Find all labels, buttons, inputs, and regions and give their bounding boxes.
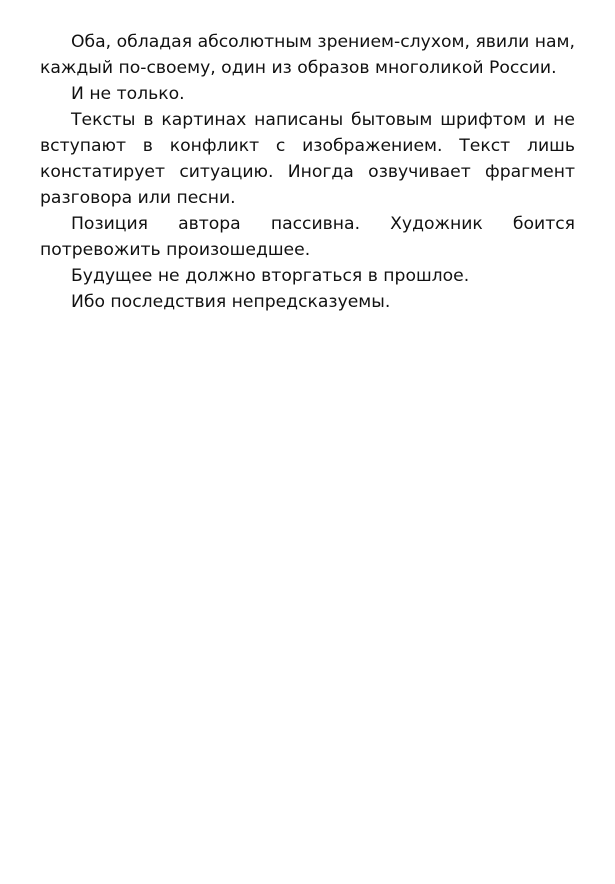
paragraph: И не только.: [71, 84, 185, 104]
paragraph: Будущее не должно вторгаться в прошлое.: [71, 266, 470, 286]
paragraph: Оба, обладая абсолютным зрением-слухом, явили нам, каждый по-своему, один из образов многоликой России.: [40, 32, 575, 78]
document-text: [40, 29, 575, 315]
paragraph: Позиция автора пассивна. Художник боится потревожить произошедшее.: [40, 214, 575, 260]
paragraph: Ибо последствия непредсказуемы.: [71, 292, 391, 312]
paragraph: Тексты в картинах написаны бытовым шрифтом и не вступают в конфликт с изображением. Текст лишь констатирует ситуацию. Иногда озвучивает фрагмент разговора или песни.: [40, 110, 575, 208]
